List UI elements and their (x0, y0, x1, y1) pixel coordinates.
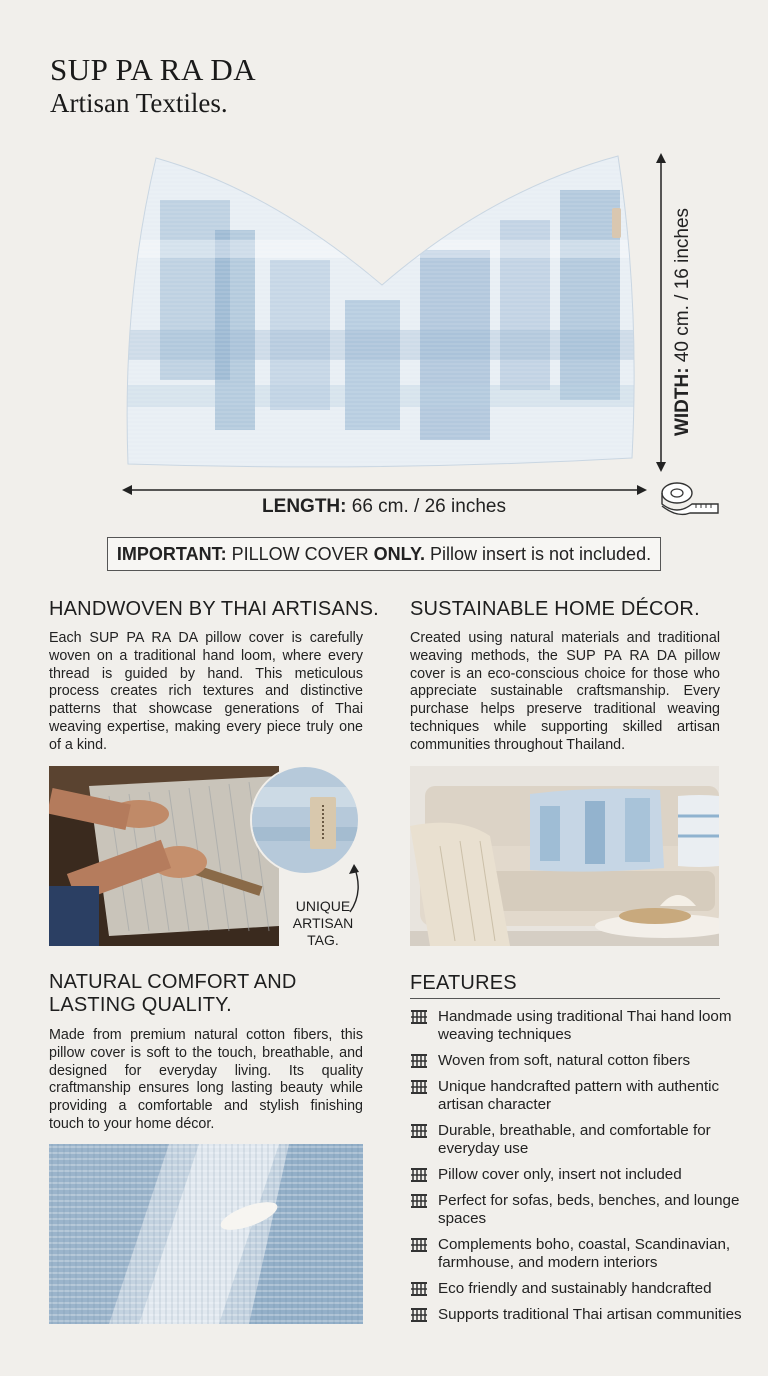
notice-part2: Pillow insert is not included. (424, 543, 652, 564)
feature-item (410, 1280, 760, 1306)
feature-item (410, 1192, 760, 1236)
notice-emphasis: ONLY. (373, 543, 425, 564)
artisan-tag-closeup (250, 765, 360, 875)
fabric-closeup-photo (49, 1144, 363, 1324)
feature-text: Eco friendly and sustainably handcrafted (438, 1280, 712, 1297)
dimension-arrows (0, 0, 768, 520)
notice-part1: PILLOW COVER (226, 543, 374, 564)
feature-item (410, 1052, 760, 1078)
callout-line2: ARTISAN (292, 915, 354, 931)
loom-icon (410, 1281, 428, 1302)
loom-icon (410, 1237, 428, 1258)
feature-item (410, 1236, 760, 1280)
handwoven-body: Each SUP PA RA DA pillow cover is carefully woven on a traditional hand loom, where every thread is guided by hand. This meticulous process creates rich textures and distinctive patterns that showcase generations of Thai weaving expertise, making every piece truly one of a kind. (49, 630, 363, 753)
feature-text: Perfect for sofas, beds, benches, and lounge spaces (438, 1192, 740, 1227)
loom-icon (410, 1009, 428, 1030)
feature-text: Pillow cover only, insert not included (438, 1166, 682, 1183)
feature-text: Woven from soft, natural cotton fibers (438, 1052, 691, 1069)
feature-item (410, 1306, 760, 1332)
callout-line1: UNIQUE (295, 898, 351, 914)
living-room-photo (410, 766, 719, 946)
comfort-title (49, 971, 379, 1017)
feature-text: Complements boho, coastal, Scandinavian, farmhouse, and modern interiors (438, 1236, 731, 1271)
length-value: 66 cm. / 26 inches (346, 496, 506, 517)
important-notice (107, 537, 661, 571)
width-key: WIDTH: (672, 367, 693, 437)
features-list (410, 1008, 760, 1332)
comfort-title-line2: LASTING QUALITY. (49, 994, 232, 1016)
width-value: 40 cm. / 16 inches (672, 207, 693, 368)
length-label (0, 496, 768, 518)
unique-tag-callout (285, 898, 361, 949)
sustainable-body: Created using natural materials and traditional weaving methods, the SUP PA RA DA pillow cover is an eco-conscious choice for those who appreciate sustainable craftsmanship. Every purchase helps preserve traditional weaving techniques while supporting skilled artisan communities throughout Thailand. (410, 630, 720, 753)
brand-subtitle: Artisan Textiles. (50, 88, 228, 118)
loom-icon (410, 1193, 428, 1214)
feature-text: Supports traditional Thai artisan communities (438, 1306, 742, 1323)
features-title: FEATURES (410, 972, 517, 994)
callout-line3: TAG. (307, 932, 339, 948)
comfort-body: Made from premium natural cotton fibers, this pillow cover is soft to the touch, breathable, and designed for everyday living. Its quality craftmanship ensures long lasting beauty while providing a comfortable and stylish finishing touch to your home décor. (49, 1027, 363, 1132)
loom-icon (410, 1053, 428, 1074)
loom-icon (410, 1123, 428, 1144)
loom-icon (410, 1307, 428, 1328)
weaving-photo (49, 766, 279, 946)
loom-icon (410, 1079, 428, 1100)
tape-measure-icon (660, 480, 722, 523)
feature-text: Durable, breathable, and comfortable for everyday use (438, 1122, 711, 1157)
brand-name: SUP PA RA DA (50, 52, 257, 87)
loom-icon (410, 1167, 428, 1188)
feature-item (410, 1122, 760, 1166)
sustainable-title: SUSTAINABLE HOME DÉCOR. (410, 598, 700, 620)
handwoven-title: HANDWOVEN BY THAI ARTISANS. (49, 598, 379, 620)
notice-key: IMPORTANT: (116, 543, 227, 564)
width-label (663, 207, 703, 437)
comfort-title-line1: NATURAL COMFORT AND (49, 971, 297, 993)
features-divider (410, 998, 720, 999)
feature-text: Unique handcrafted pattern with authentic artisan character (438, 1078, 720, 1113)
feature-item (410, 1078, 760, 1122)
feature-item (410, 1008, 760, 1052)
length-key: LENGTH: (262, 496, 347, 517)
feature-item (410, 1166, 760, 1192)
feature-text: Handmade using traditional Thai hand loom weaving techniques (438, 1008, 732, 1043)
